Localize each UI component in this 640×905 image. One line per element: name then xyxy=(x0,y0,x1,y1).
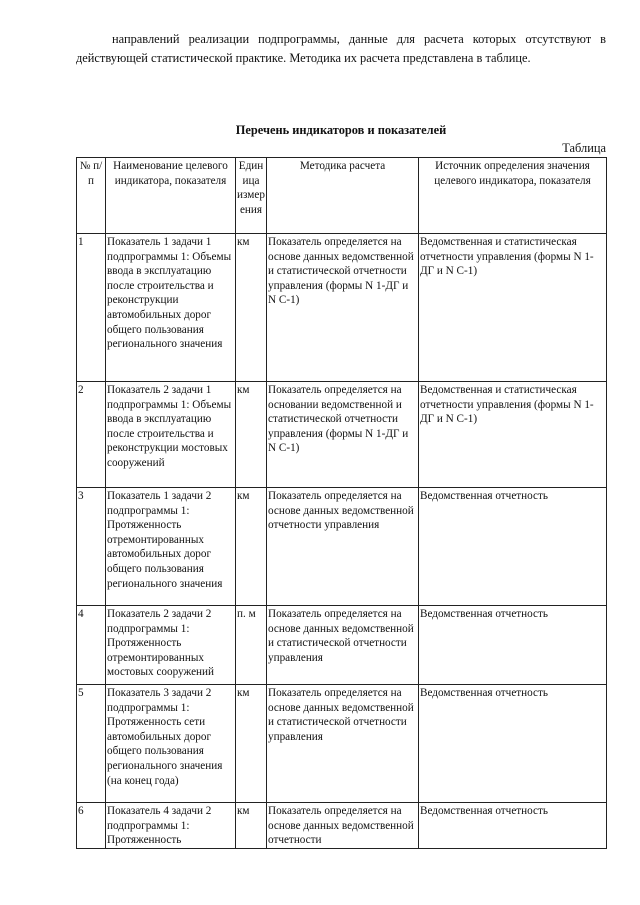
indicators-table xyxy=(76,157,607,849)
header-number: № п/п xyxy=(77,158,106,234)
row-number: 5 xyxy=(77,685,106,803)
table-row xyxy=(77,803,607,849)
row-indicator-name: Показатель 4 задачи 2 подпрограммы 1: Протяженность xyxy=(106,803,236,849)
table-row xyxy=(77,382,607,488)
intro-paragraph: направлений реализации подпрограммы, данные для расчета которых отсутствуют в действующей статистической практике. Методика их расчета представлена в таблице. xyxy=(76,32,606,65)
row-unit: км xyxy=(236,234,267,382)
row-unit: п. м xyxy=(236,606,267,685)
row-method: Показатель определяется на основе данных ведомственной и статистической отчетности управления xyxy=(267,606,419,685)
row-source: Ведомственная и статистическая отчетности управления (формы N 1-ДГ и N С-1) xyxy=(419,234,607,382)
table-label: Таблица xyxy=(562,141,606,155)
table-header-row xyxy=(77,158,607,234)
row-indicator-name: Показатель 3 задачи 2 подпрограммы 1: Протяженность сети автомобильных дорог общего пользования регионального значения (на конец года) xyxy=(106,685,236,803)
row-indicator-name: Показатель 2 задачи 2 подпрограммы 1: Протяженность отремонтированных мостовых сооружений xyxy=(106,606,236,685)
row-indicator-name: Показатель 1 задачи 2 подпрограммы 1: Протяженность отремонтированных автомобильных дорог общего пользования регионального значения xyxy=(106,488,236,606)
row-unit: км xyxy=(236,685,267,803)
row-unit: км xyxy=(236,382,267,488)
header-indicator-name: Наименование целевого индикатора, показателя xyxy=(106,158,236,234)
row-indicator-name: Показатель 1 задачи 1 подпрограммы 1: Объемы ввода в эксплуатацию после строительства и реконструкции автомобильных дорог общего пользования регионального значения xyxy=(106,234,236,382)
row-source: Ведомственная отчетность xyxy=(419,606,607,685)
row-method: Показатель определяется на основе данных ведомственной отчетности управления xyxy=(267,488,419,606)
row-method: Показатель определяется на основе данных ведомственной отчетности xyxy=(267,803,419,849)
row-indicator-name: Показатель 2 задачи 1 подпрограммы 1: Объемы ввода в эксплуатацию после строительства и реконструкции мостовых сооружений xyxy=(106,382,236,488)
table-row xyxy=(77,488,607,606)
row-source: Ведомственная отчетность xyxy=(419,488,607,606)
table-row xyxy=(77,606,607,685)
row-number: 4 xyxy=(77,606,106,685)
row-method: Показатель определяется на основе данных ведомственной и статистической отчетности управления xyxy=(267,685,419,803)
table-heading: Перечень индикаторов и показателей xyxy=(235,123,447,137)
row-number: 3 xyxy=(77,488,106,606)
header-unit: Единица измерения xyxy=(236,158,267,234)
row-number: 1 xyxy=(77,234,106,382)
row-unit: км xyxy=(236,803,267,849)
row-source: Ведомственная отчетность xyxy=(419,685,607,803)
row-number: 2 xyxy=(77,382,106,488)
header-method: Методика расчета xyxy=(267,158,419,234)
header-source: Источник определения значения целевого индикатора, показателя xyxy=(419,158,607,234)
row-method: Показатель определяется на основании ведомственной и статистической отчетности управления (формы N 1-ДГ и N С-1) xyxy=(267,382,419,488)
row-method: Показатель определяется на основе данных ведомственной и статистической отчетности управления (формы N 1-ДГ и N С-1) xyxy=(267,234,419,382)
row-source: Ведомственная отчетность xyxy=(419,803,607,849)
table-row xyxy=(77,234,607,382)
table-row xyxy=(77,685,607,803)
row-source: Ведомственная и статистическая отчетности управления (формы N 1-ДГ и N С-1) xyxy=(419,382,607,488)
row-number: 6 xyxy=(77,803,106,849)
row-unit: км xyxy=(236,488,267,606)
